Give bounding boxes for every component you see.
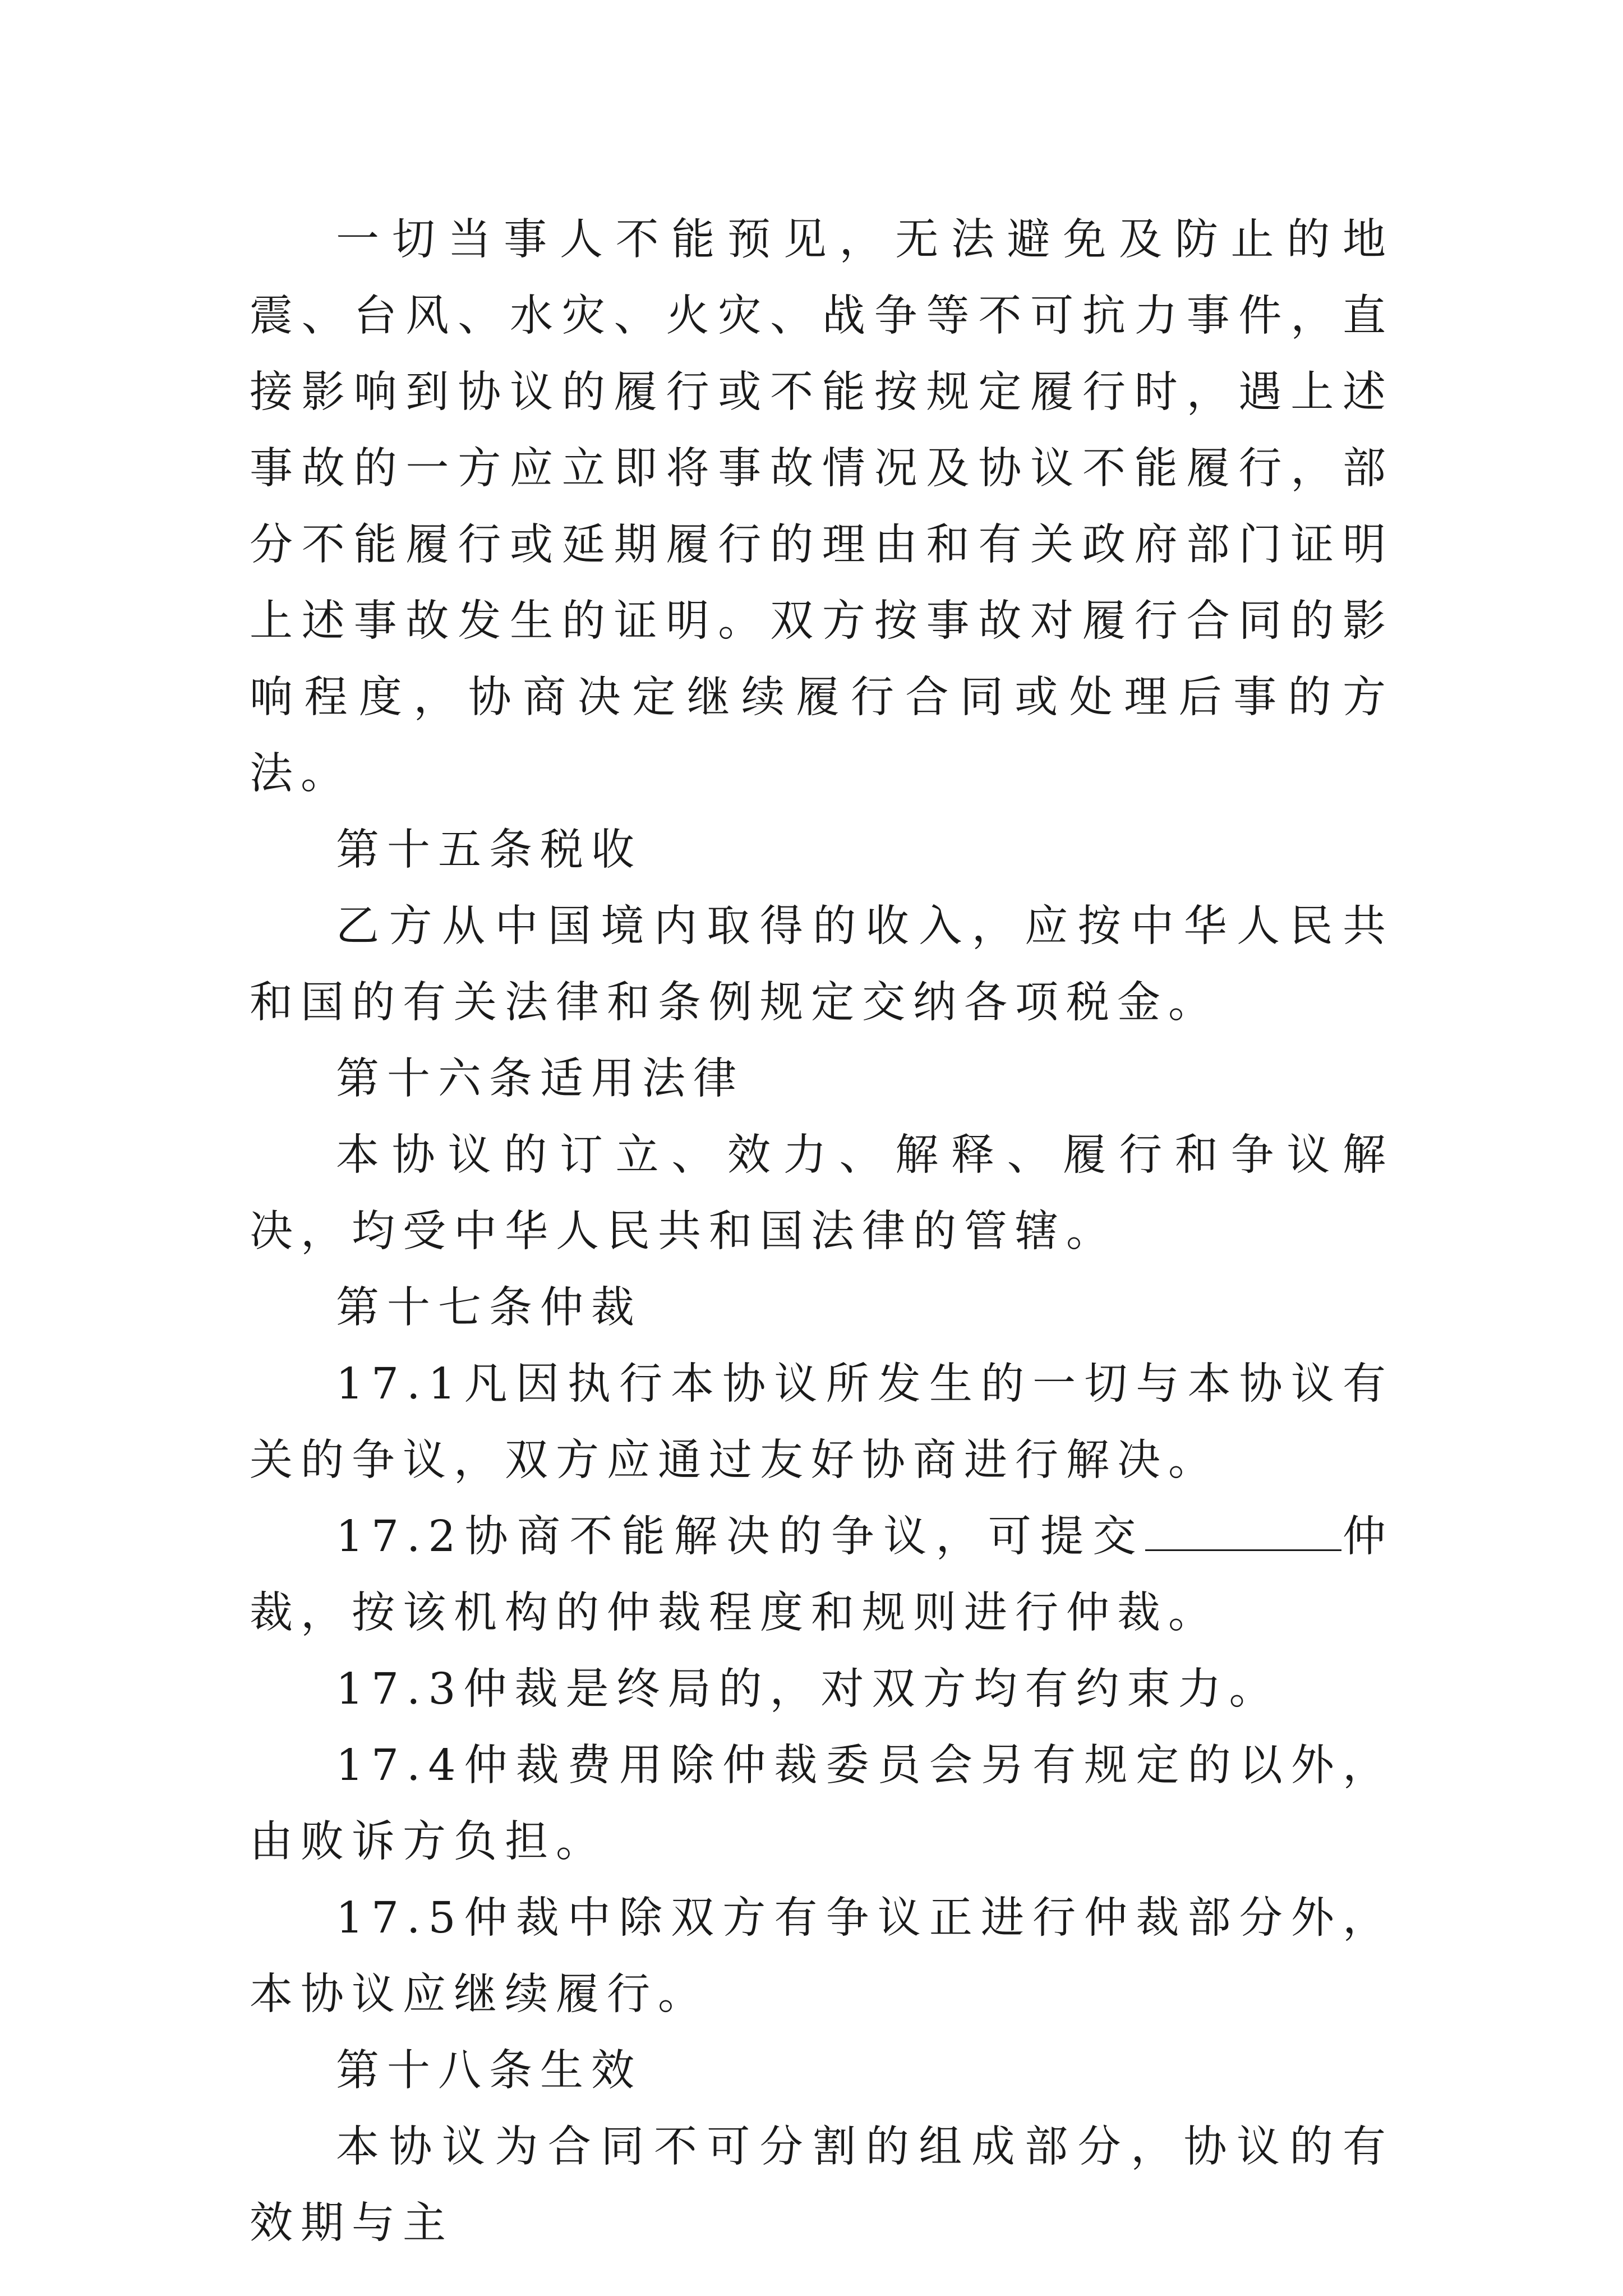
article-17-5-paragraph: 17.5仲裁中除双方有争议正进行仲裁部分外，本协议应继续履行。 bbox=[250, 1893, 1394, 2019]
article-17-2-text-after: 仲裁，按该机构的仲裁程度和规则进行仲裁。 bbox=[250, 1512, 1394, 1638]
force-majeure-paragraph: 一切当事人不能预见，无法避免及防止的地震、台风、水灾、火灾、战争等不可抗力事件，直接影响到协议的履行或不能按规定履行时，遇上述事故的一方应立即将事故情况及协议不能履行，部分不能履行或延期履行的理由和有关政府部门证明上述事故发生的证明。双方按事故对履行合同的影响程度，协商决定继续履行合同或处理后事的方法。 bbox=[250, 215, 1394, 799]
article-17-heading: 第十七条仲裁 bbox=[336, 1283, 642, 1333]
article-17-2-paragraph bbox=[250, 1499, 1394, 1651]
article-18-heading: 第十八条生效 bbox=[336, 2046, 642, 2096]
article-15-paragraph: 乙方从中国境内取得的收入，应按中华人民共和国的有关法律和条例规定交纳各项税金。 bbox=[250, 901, 1394, 1028]
article-17-4-paragraph: 17.4仲裁费用除仲裁委员会另有规定的以外，由败诉方负担。 bbox=[250, 1741, 1394, 1867]
article-17-2-text-before: 17.2协商不能解决的争议，可提交 bbox=[336, 1512, 1145, 1562]
article-16-paragraph: 本协议的订立、效力、解释、履行和争议解决，均受中华人民共和国法律的管辖。 bbox=[250, 1130, 1394, 1257]
arbitration-body-blank[interactable] bbox=[1145, 1510, 1341, 1551]
article-15-heading: 第十五条税收 bbox=[336, 825, 642, 875]
article-17-3-paragraph: 17.3仲裁是终局的，对双方均有约束力。 bbox=[336, 1664, 1280, 1714]
document-page bbox=[250, 202, 1394, 2262]
article-18-paragraph: 本协议为合同不可分割的组成部分，协议的有效期与主 bbox=[250, 2122, 1394, 2248]
article-17-1-paragraph: 17.1凡因执行本协议所发生的一切与本协议有关的争议，双方应通过友好协商进行解决。 bbox=[250, 1359, 1394, 1485]
article-16-heading: 第十六条适用法律 bbox=[336, 1054, 744, 1104]
